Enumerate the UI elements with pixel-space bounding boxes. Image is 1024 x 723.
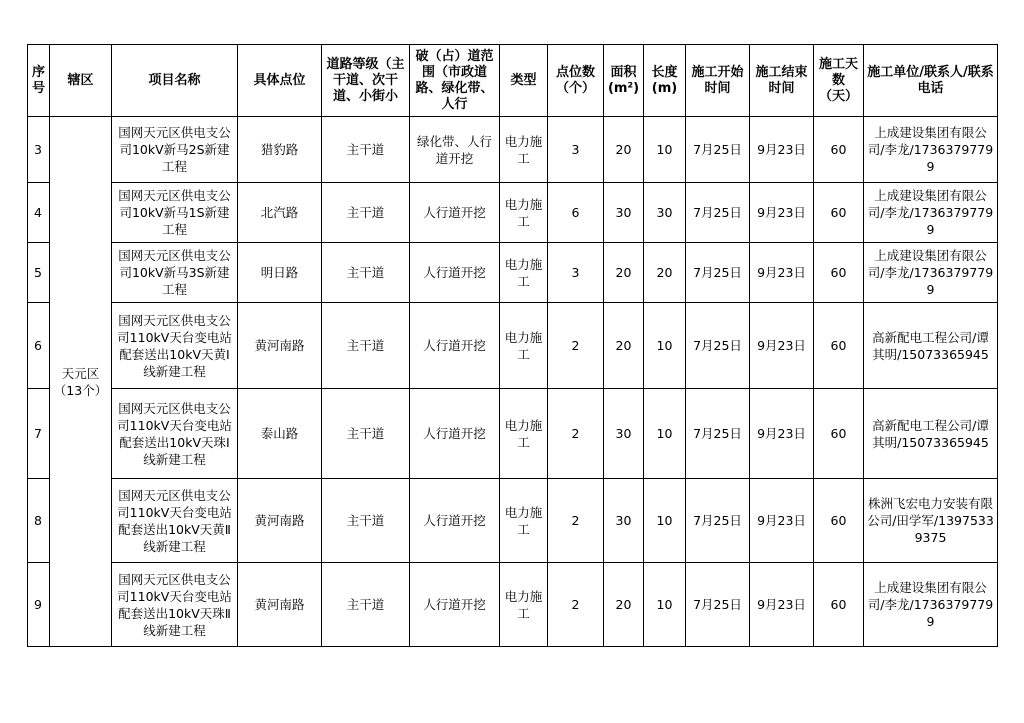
cell-contact: 上成建设集团有限公司/李龙/17363797799 bbox=[864, 183, 998, 243]
cell-days: 60 bbox=[814, 479, 864, 563]
table-row bbox=[28, 117, 998, 183]
cell-start: 7月25日 bbox=[686, 563, 750, 647]
cell-scope: 人行道开挖 bbox=[410, 243, 500, 303]
cell-seq: 8 bbox=[28, 479, 50, 563]
cell-seq: 7 bbox=[28, 389, 50, 479]
header-road-level: 道路等级（主干道、次干道、小街小 bbox=[322, 45, 410, 117]
cell-start: 7月25日 bbox=[686, 117, 750, 183]
cell-project: 国网天元区供电支公司10kV新马1S新建工程 bbox=[112, 183, 238, 243]
cell-points: 2 bbox=[548, 389, 604, 479]
cell-area: 30 bbox=[604, 479, 644, 563]
table-row bbox=[28, 303, 998, 389]
cell-scope: 绿化带、人行道开挖 bbox=[410, 117, 500, 183]
header-contact: 施工单位/联系人/联系电话 bbox=[864, 45, 998, 117]
cell-days: 60 bbox=[814, 117, 864, 183]
cell-road-level: 主干道 bbox=[322, 117, 410, 183]
cell-points: 2 bbox=[548, 479, 604, 563]
cell-end: 9月23日 bbox=[750, 479, 814, 563]
cell-type: 电力施工 bbox=[500, 479, 548, 563]
cell-contact: 上成建设集团有限公司/李龙/17363797799 bbox=[864, 117, 998, 183]
cell-location: 北汽路 bbox=[238, 183, 322, 243]
cell-contact: 株洲飞宏电力安装有限公司/田学军/13975339375 bbox=[864, 479, 998, 563]
header-area bbox=[604, 45, 644, 117]
table-row bbox=[28, 183, 998, 243]
cell-start: 7月25日 bbox=[686, 183, 750, 243]
district-name: 天元区 bbox=[61, 365, 100, 381]
header-district: 辖区 bbox=[50, 45, 112, 117]
cell-road-level: 主干道 bbox=[322, 389, 410, 479]
cell-type: 电力施工 bbox=[500, 183, 548, 243]
cell-location: 猎豹路 bbox=[238, 117, 322, 183]
cell-scope: 人行道开挖 bbox=[410, 479, 500, 563]
cell-type: 电力施工 bbox=[500, 117, 548, 183]
cell-area: 30 bbox=[604, 183, 644, 243]
cell-points: 2 bbox=[548, 303, 604, 389]
cell-project: 国网天元区供电支公司110kV天台变电站配套送出10kV天珠Ⅰ线新建工程 bbox=[112, 389, 238, 479]
cell-seq: 6 bbox=[28, 303, 50, 389]
cell-location: 泰山路 bbox=[238, 389, 322, 479]
cell-scope: 人行道开挖 bbox=[410, 303, 500, 389]
cell-location: 黄河南路 bbox=[238, 479, 322, 563]
cell-seq: 3 bbox=[28, 117, 50, 183]
table-row bbox=[28, 389, 998, 479]
cell-project: 国网天元区供电支公司10kV新马3S新建工程 bbox=[112, 243, 238, 303]
cell-days: 60 bbox=[814, 243, 864, 303]
header-area-label: 面积 bbox=[610, 64, 637, 80]
cell-project: 国网天元区供电支公司110kV天台变电站配套送出10kV天黄Ⅰ线新建工程 bbox=[112, 303, 238, 389]
cell-project: 国网天元区供电支公司110kV天台变电站配套送出10kV天珠Ⅱ线新建工程 bbox=[112, 563, 238, 647]
cell-location: 明日路 bbox=[238, 243, 322, 303]
cell-type: 电力施工 bbox=[500, 563, 548, 647]
table-row bbox=[28, 563, 998, 647]
cell-road-level: 主干道 bbox=[322, 303, 410, 389]
cell-contact: 上成建设集团有限公司/李龙/17363797799 bbox=[864, 243, 998, 303]
cell-seq: 5 bbox=[28, 243, 50, 303]
cell-start: 7月25日 bbox=[686, 479, 750, 563]
cell-end: 9月23日 bbox=[750, 303, 814, 389]
cell-length: 10 bbox=[644, 389, 686, 479]
cell-area: 20 bbox=[604, 117, 644, 183]
cell-type: 电力施工 bbox=[500, 303, 548, 389]
header-scope: 破（占）道范围（市政道路、绿化带、人行 bbox=[410, 45, 500, 117]
cell-scope: 人行道开挖 bbox=[410, 183, 500, 243]
cell-area: 20 bbox=[604, 303, 644, 389]
cell-length: 10 bbox=[644, 117, 686, 183]
header-points: 点位数（个） bbox=[548, 45, 604, 117]
district-count: （13个） bbox=[53, 382, 108, 398]
cell-end: 9月23日 bbox=[750, 117, 814, 183]
cell-days: 60 bbox=[814, 183, 864, 243]
header-days: 施工天数（天） bbox=[814, 45, 864, 117]
construction-table bbox=[27, 44, 998, 647]
cell-contact: 上成建设集团有限公司/李龙/17363797799 bbox=[864, 563, 998, 647]
cell-type: 电力施工 bbox=[500, 243, 548, 303]
cell-road-level: 主干道 bbox=[322, 479, 410, 563]
cell-location: 黄河南路 bbox=[238, 303, 322, 389]
header-project: 项目名称 bbox=[112, 45, 238, 117]
table-row bbox=[28, 243, 998, 303]
cell-seq: 4 bbox=[28, 183, 50, 243]
header-location: 具体点位 bbox=[238, 45, 322, 117]
cell-points: 6 bbox=[548, 183, 604, 243]
cell-end: 9月23日 bbox=[750, 389, 814, 479]
cell-length: 10 bbox=[644, 303, 686, 389]
cell-length: 30 bbox=[644, 183, 686, 243]
cell-area: 20 bbox=[604, 563, 644, 647]
header-row bbox=[28, 45, 998, 117]
cell-project: 国网天元区供电支公司110kV天台变电站配套送出10kV天黄Ⅱ线新建工程 bbox=[112, 479, 238, 563]
header-seq: 序号 bbox=[28, 45, 50, 117]
cell-length: 20 bbox=[644, 243, 686, 303]
cell-type: 电力施工 bbox=[500, 389, 548, 479]
cell-scope: 人行道开挖 bbox=[410, 389, 500, 479]
cell-road-level: 主干道 bbox=[322, 563, 410, 647]
cell-days: 60 bbox=[814, 303, 864, 389]
cell-end: 9月23日 bbox=[750, 243, 814, 303]
cell-area: 30 bbox=[604, 389, 644, 479]
cell-start: 7月25日 bbox=[686, 303, 750, 389]
cell-seq: 9 bbox=[28, 563, 50, 647]
header-area-unit: (m²) bbox=[607, 80, 640, 96]
cell-points: 2 bbox=[548, 563, 604, 647]
cell-length: 10 bbox=[644, 479, 686, 563]
cell-end: 9月23日 bbox=[750, 563, 814, 647]
cell-area: 20 bbox=[604, 243, 644, 303]
cell-road-level: 主干道 bbox=[322, 243, 410, 303]
header-length bbox=[644, 45, 686, 117]
cell-length: 10 bbox=[644, 563, 686, 647]
header-length-unit: (m) bbox=[651, 80, 678, 96]
cell-end: 9月23日 bbox=[750, 183, 814, 243]
cell-road-level: 主干道 bbox=[322, 183, 410, 243]
cell-location: 黄河南路 bbox=[238, 563, 322, 647]
cell-start: 7月25日 bbox=[686, 389, 750, 479]
cell-contact: 高新配电工程公司/谭其明/15073365945 bbox=[864, 303, 998, 389]
cell-days: 60 bbox=[814, 563, 864, 647]
table-row bbox=[28, 479, 998, 563]
cell-scope: 人行道开挖 bbox=[410, 563, 500, 647]
cell-points: 3 bbox=[548, 117, 604, 183]
cell-contact: 高新配电工程公司/谭其明/15073365945 bbox=[864, 389, 998, 479]
cell-start: 7月25日 bbox=[686, 243, 750, 303]
header-type: 类型 bbox=[500, 45, 548, 117]
header-end: 施工结束时间 bbox=[750, 45, 814, 117]
header-length-label: 长度 bbox=[651, 64, 678, 80]
cell-project: 国网天元区供电支公司10kV新马2S新建工程 bbox=[112, 117, 238, 183]
cell-days: 60 bbox=[814, 389, 864, 479]
header-start: 施工开始时间 bbox=[686, 45, 750, 117]
cell-points: 3 bbox=[548, 243, 604, 303]
district-cell bbox=[50, 117, 112, 647]
